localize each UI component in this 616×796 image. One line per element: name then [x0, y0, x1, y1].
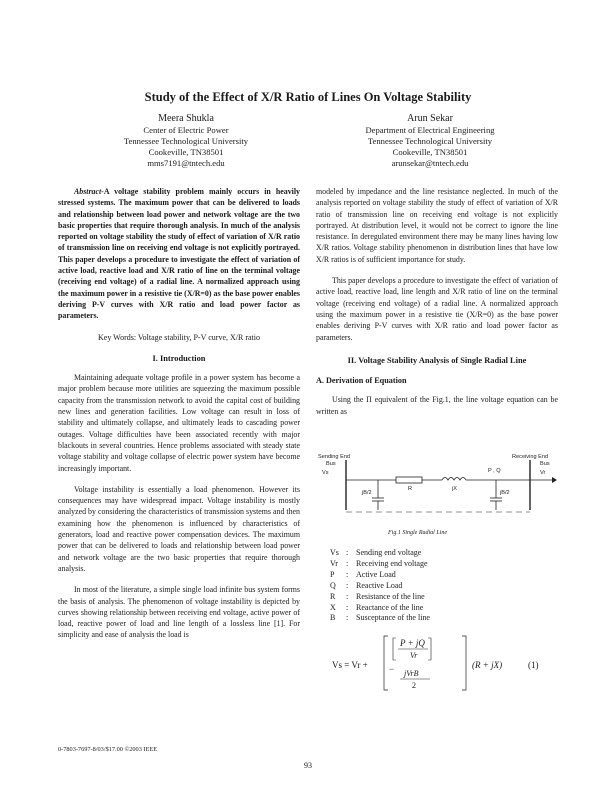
equation-vrb: jVrB	[404, 669, 419, 678]
definition-row: Q : Reactive Load	[330, 580, 403, 590]
fig-receiving-bus: Bus	[540, 461, 550, 467]
figure-caption: Fig.1 Single Radial Line	[388, 530, 447, 536]
left-column	[58, 186, 300, 641]
section-heading-introduction: I. Introduction	[152, 353, 206, 363]
definition-symbol: X	[330, 602, 336, 612]
equation-denominator: Vr	[410, 651, 418, 660]
author-email[interactable]: mms7191@tntech.edu	[147, 158, 225, 168]
abstract-label: Abstract-	[74, 187, 104, 196]
fig-b-left: jB/2	[362, 490, 372, 496]
keywords: Key Words: Voltage stability, P-V curve, X/R ratio	[97, 332, 260, 342]
fig-vr: Vr	[540, 470, 546, 476]
equation-bracket-left	[384, 636, 388, 690]
definition-text: Susceptance of the line	[356, 613, 430, 623]
author-dept: Center of Electric Power	[143, 125, 229, 135]
equation-1	[316, 632, 558, 694]
page-number: 93	[304, 761, 312, 770]
definition-row: R : Resistance of the line	[330, 591, 425, 601]
author-dept: Department of Electrical Engineering	[365, 125, 495, 135]
load-arrow-icon	[552, 477, 557, 483]
inductor-symbol	[442, 478, 466, 481]
equation-numerator: P + jQ	[400, 638, 425, 648]
fig-vs: Vs	[322, 470, 329, 476]
equation-minus: −	[389, 664, 395, 674]
author-city: Cookeville, TN38501	[148, 147, 224, 157]
author-block-1	[86, 113, 286, 169]
equation-factor: (R + jX)	[472, 660, 503, 670]
copyright-footer: 0-7803-7697-8/03/$17.00 ©2003 IEEE	[58, 746, 158, 753]
right-column	[316, 186, 558, 417]
definition-symbol: R	[330, 591, 336, 601]
fig-r: R	[408, 486, 413, 492]
fig-sending-bus: Bus	[326, 461, 336, 467]
author-name: Meera Shukla	[158, 113, 214, 124]
definition-symbol: Vr	[330, 558, 338, 568]
author-block-2	[320, 113, 540, 169]
author-city: Cookeville, TN38501	[392, 147, 468, 157]
fig-receiving-label: Receiving End	[512, 454, 549, 460]
definition-text: Sending end voltage	[356, 548, 422, 557]
derivation-paragraph: Using the Π equivalent of the Fig.1, the line voltage equation can be written as	[316, 395, 558, 416]
definition-row: P : Active Load	[330, 569, 396, 579]
definition-text: Reactance of the line	[356, 602, 424, 612]
paper-title: Study of the Effect of X/R Ratio of Lines On Voltage Stability	[144, 90, 472, 104]
col2-paragraph-1: modeled by impedance and the line resistance neglected. In much of the analysis reported on voltage stability the study of effect of variation of X/R ratio of transmission line on receiving end voltage is not explicitly portrayed. At distribution level, it would not be correct to ignore the line resistance. In deregulated environment there may be many lines having low X/R ratios. Voltage stability phenomenon in distribution lines that have low X/R ratios is of sufficient importance for study.	[316, 187, 558, 264]
fig-x: jX	[452, 486, 457, 492]
fig-b-right: jB/2	[500, 490, 510, 496]
equation-bracket-right	[462, 636, 466, 690]
definition-text: Receiving end voltage	[356, 558, 428, 568]
intro-paragraph-1: Maintaining adequate voltage profile in a power system has become a major problem because more utilities are squeezing the maximum possible capacity from the transmission network to avoid the capital cost of building new lines and generation facilities. Low voltage can result in loss of stability and ultimately collapse, and ultimately leads to cascading power outages. Voltage difficulties have been associated recently with major blackouts in several countries. Hence problems associated with steady state voltage stability and voltage collapse of electric power system have become increasingly important.	[58, 373, 300, 473]
definition-row: Vs : Sending end voltage	[330, 548, 422, 557]
fig-sending-label: Sending End	[318, 454, 351, 460]
intro-paragraph-3: In most of the literature, a simple single load infinite bus system forms the basis of analysis. The phenomenon of voltage instability is depicted by curves showing relationship between receiving end voltage, active power of load, reactive power of load and line length of a lossless line [1]. For simplicity and ease of analysis the load is	[58, 585, 300, 640]
definition-symbol: Q	[330, 580, 336, 590]
intro-paragraph-2: Voltage instability is essentially a load phenomenon. However its consequences may have widespread impact. Voltage instability is mostly analyzed by considering the characteristics of transmission systems and then examining how the phenomenon is influenced by characteristics of generators, load and reactive power compensation devices. The maximum power that can be delivered to loads and relationship between load power and network voltage are the two basic properties that require thorough analysis.	[58, 484, 300, 573]
inner-bracket-right	[428, 638, 431, 660]
symbol-definitions	[330, 548, 550, 624]
definition-symbol: B	[330, 613, 336, 623]
definition-text: Active Load	[356, 569, 396, 579]
equation-number: (1)	[528, 660, 539, 670]
abstract	[58, 186, 300, 322]
definition-row: B : Susceptance of the line	[330, 613, 430, 623]
col2-paragraph-2: This paper develops a procedure to investigate the effect of variation of active load, reactive load, line length and X/R ratio of line on the terminal voltage (receiving end voltage) of a radial line. A normalized approach using the maximum power in a resistive tie (X/R=0) as the base power enables deriving P-V curves with X/R ratio and load power factor as parameters.	[316, 276, 558, 342]
author-inst: Tennessee Technological University	[123, 136, 249, 146]
definition-row: X : Reactance of the line	[330, 602, 424, 612]
equation-lhs: Vs = Vr +	[332, 660, 368, 670]
author-email[interactable]: arunsekar@tntech.edu	[391, 158, 469, 168]
figure-single-radial-line	[316, 450, 558, 540]
definition-row: Vr : Receiving end voltage	[330, 558, 428, 568]
definition-text: Reactive Load	[356, 580, 403, 590]
author-name: Arun Sekar	[407, 113, 453, 124]
definition-text: Resistance of the line	[356, 591, 425, 601]
inner-bracket-left	[393, 638, 396, 660]
equation-two: 2	[412, 681, 416, 690]
definition-symbol: Vs	[330, 548, 339, 557]
author-inst: Tennessee Technological University	[367, 136, 493, 146]
section-heading-voltage-stability: II. Voltage Stability Analysis of Single Radial Line	[347, 355, 527, 365]
definition-symbol: P	[330, 569, 335, 579]
resistor-symbol	[396, 477, 422, 483]
subsection-heading-derivation: A. Derivation of Equation	[316, 376, 407, 386]
abstract-text: A voltage stability problem mainly occurs in heavily stressed systems. The maximum power that can be delivered to loads and relationship between load power and network voltage are the two basic properties that require thorough analysis. In much of the analysis reported on voltage stability the study of effect of variation of X/R ratio of transmission line on receiving end voltage is not explicitly portrayed. This paper develops a procedure to investigate the effect of variation of active load, reactive load and X/R ratio of line on the terminal voltage (receiving end voltage) of a radial line. A normalized approach using the maximum power in a resistive tie (X/R=0) as the base power enables deriving P-V curves with X/R ratio and load power factor as parameters.	[58, 187, 300, 321]
fig-pq: P , Q	[488, 468, 501, 474]
